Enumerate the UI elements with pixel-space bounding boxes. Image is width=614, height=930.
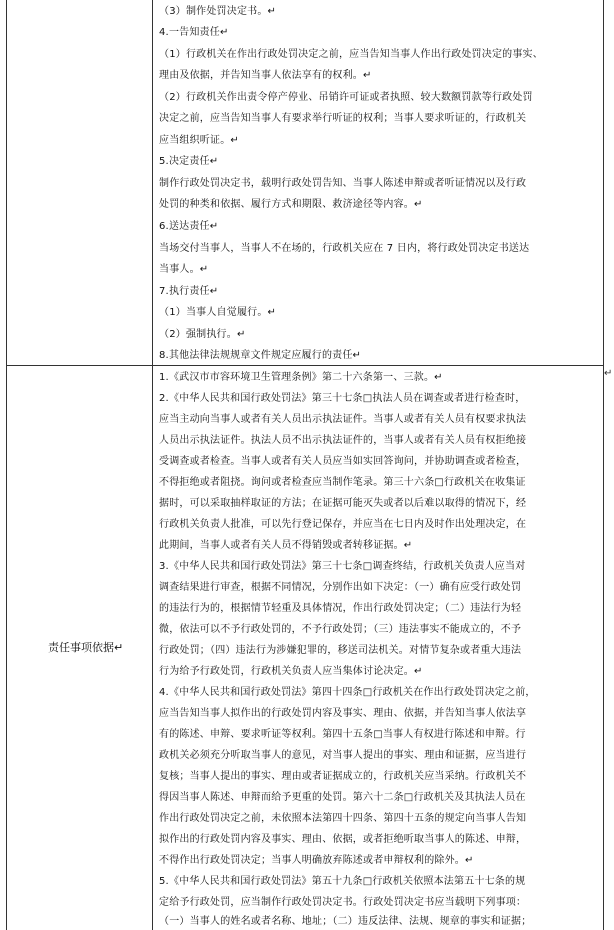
table-border-right xyxy=(603,0,604,930)
basis-line: 人员出示执法证件。执法人员不出示执法证件的，当事人或者有关人员有权拒绝接 xyxy=(159,435,527,446)
basis-line: 5.《中华人民共和国行政处罚法》第五十九条□行政机关依照本法第五十七条的规 xyxy=(159,876,526,887)
duty-line: 决定之前，应当告知当事人有要求举行听证的权利；当事人要求听证的，行政机关 xyxy=(159,113,527,124)
duty-heading: 6.送达责任↵ xyxy=(159,221,219,232)
basis-line: 1.《武汉市市容环境卫生管理条例》第二十六条第一、三款。↵ xyxy=(159,372,443,383)
row-end-mark: ↵ xyxy=(604,368,613,379)
basis-line: 3.《中华人民共和国行政处罚法》第三十七条□调查终结，行政机关负责人应当对 xyxy=(159,561,526,572)
basis-line: 据时，可以采取抽样取证的方法；在证据可能灭失或者以后难以取得的情况下，经 xyxy=(159,498,527,509)
basis-line: 微，依法可以不予行政处罚的，不予行政处罚；（三）违法事实不能成立的，不予 xyxy=(159,624,522,635)
basis-line: 行政处罚；（四）违法行为涉嫌犯罪的，移送司法机关。对情节复杂或者重大违法 xyxy=(159,645,522,656)
duty-heading: 5.决定责任↵ xyxy=(159,156,219,167)
duty-line: 应当组织听证。↵ xyxy=(159,135,239,146)
basis-line: 复核；当事人提出的事实、理由或者证据成立的，行政机关应当采纳。行政机关不 xyxy=(159,771,527,782)
basis-line: 拟作出的行政处罚内容及事实、理由、依据，或者拒绝听取当事人的陈述、申辩， xyxy=(159,834,527,845)
basis-line: 应当主动向当事人或者有关人员出示执法证件。当事人或者有关人员有权要求执法 xyxy=(159,414,527,425)
basis-line: 作出行政处罚决定之前，未依照本法第四十四条、第四十五条的规定向当事人告知 xyxy=(159,813,527,824)
duty-line: 当事人。↵ xyxy=(159,264,209,275)
basis-line: 4.《中华人民共和国行政处罚法》第四十四条□行政机关在作出行政处罚决定之前， xyxy=(159,687,536,698)
basis-line: 此期间，当事人或者有关人员不得销毁或者转移证据。↵ xyxy=(159,540,413,551)
basis-line: 行为给予行政处罚，行政机关负责人应当集体讨论决定。↵ xyxy=(159,666,423,677)
basis-line: 的违法行为的，根据情节轻重及具体情况，作出行政处罚决定；（二）违法行为轻 xyxy=(159,603,522,614)
duty-line: 理由及依据，并告知当事人依法享有的权利。↵ xyxy=(159,70,372,81)
basis-line: 不得作出行政处罚决定；当事人明确放弃陈述或者申辩权利的除外。↵ xyxy=(159,855,474,866)
duty-line: （1）行政机关在作出行政处罚决定之前，应当告知当事人作出行政处罚决定的事实、 xyxy=(159,49,543,60)
duty-line: （1）当事人自觉履行。↵ xyxy=(159,307,277,318)
basis-line: 定给予行政处罚，应当制作行政处罚决定书。行政处罚决定书应当载明下列事项： xyxy=(159,897,527,908)
table-border-left xyxy=(6,0,7,930)
duty-line: （2）强制执行。↵ xyxy=(159,329,246,340)
duty-heading: 8.其他法律法规规章文件规定应履行的责任↵ xyxy=(159,350,362,361)
duty-line: （3）制作处罚决定书。↵ xyxy=(159,6,277,17)
basis-line: 政机关必须充分听取当事人的意见，对当事人提出的事实、理由和证据，应当进行 xyxy=(159,750,527,761)
duty-line: 处罚的种类和依据、履行方式和期限、救济途径等内容。↵ xyxy=(159,199,423,210)
duty-heading: 7.执行责任↵ xyxy=(159,286,219,297)
row-divider xyxy=(6,365,604,366)
basis-line: 有的陈述、申辩、要求听证等权利。第四十五条□当事人有权进行陈述和申辩。行 xyxy=(159,729,526,740)
duty-line: 制作行政处罚决定书，载明行政处罚告知、当事人陈述申辩或者听证情况以及行政 xyxy=(159,178,527,189)
basis-line: 不得拒绝或者阻挠。询问或者检查应当制作笔录。第三十六条□行政机关在收集证 xyxy=(159,477,526,488)
row-label-basis: 责任事项依据↵ xyxy=(48,641,124,654)
basis-line: 应当告知当事人拟作出的行政处罚内容及事实、理由、依据，并告知当事人依法享 xyxy=(159,708,527,719)
basis-line: 2.《中华人民共和国行政处罚法》第三十七条□执法人员在调查或者进行检查时， xyxy=(159,393,526,404)
basis-line: （一）当事人的姓名或者名称、地址；（二）违反法律、法规、规章的事实和证据； xyxy=(159,916,532,927)
duty-line: 当场交付当事人，当事人不在场的，行政机关应在 7 日内，将行政处罚决定书送达 xyxy=(159,243,530,254)
basis-line: 调查结果进行审查，根据不同情况，分别作出如下决定：（一）确有应受行政处罚 xyxy=(159,582,522,593)
duty-heading: 4.一告知责任↵ xyxy=(159,27,229,38)
basis-line: 受调查或者检查。当事人或者有关人员应当如实回答询问，并协助调查或者检查， xyxy=(159,456,527,467)
table-column-divider xyxy=(152,0,153,930)
duty-line: （2）行政机关作出责令停产停业、吊销许可证或者执照、较大数额罚款等行政处罚 xyxy=(159,92,533,103)
basis-line: 行政机关负责人批准，可以先行登记保存，并应当在七日内及时作出处理决定，在 xyxy=(159,519,527,530)
basis-line: 得因当事人陈述、申辩而给予更重的处罚。第六十二条□行政机关及其执法人员在 xyxy=(159,792,526,803)
